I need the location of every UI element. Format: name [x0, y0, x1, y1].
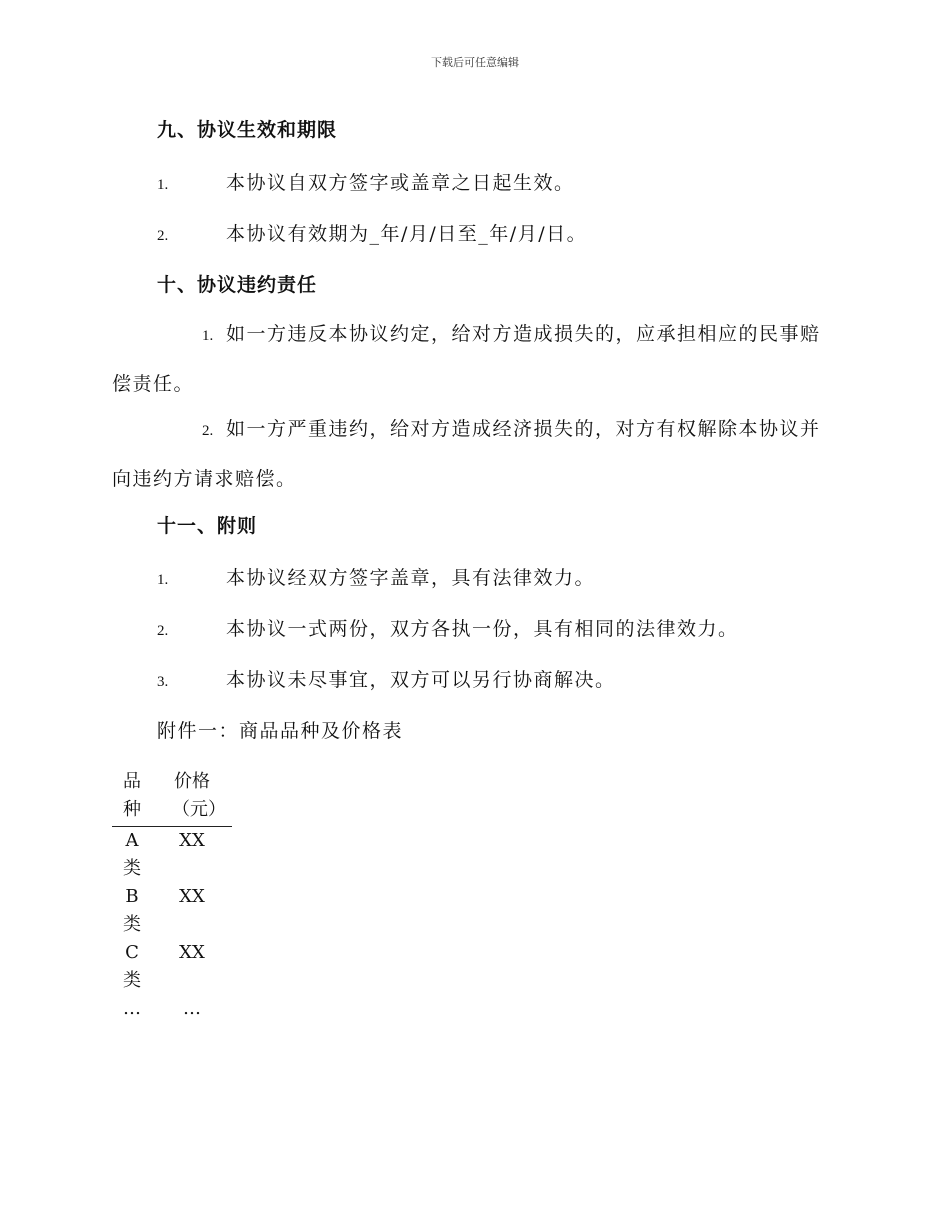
clause-10-1 — [112, 310, 837, 408]
table-cell: XX — [179, 886, 205, 907]
section-title-9: 九、协议生效和期限 — [157, 119, 338, 141]
clause-text: 本协议有效期为_年/月/日至_年/月/日。 — [226, 223, 588, 245]
table-cell: A类 — [123, 830, 141, 879]
table-row — [112, 827, 232, 884]
table-cell: XX — [179, 942, 205, 963]
clause-text: 如一方严重违约，给对方造成经济损失的，对方有权解除本协议并向违约方请求赔偿。 — [112, 418, 821, 490]
section-title-10: 十、协议违约责任 — [157, 274, 318, 296]
clause-number: 1. — [202, 328, 214, 344]
clause-11-1 — [157, 563, 837, 590]
clause-number: 3. — [157, 674, 169, 690]
table-cell: … — [123, 998, 141, 1019]
section-title-11: 十一、附则 — [157, 515, 258, 537]
table-cell: C类 — [123, 942, 141, 991]
clause-number: 2. — [157, 623, 169, 639]
column-header-price: 价格（元） — [152, 768, 232, 827]
clause-9-2 — [157, 219, 837, 246]
table-cell: XX — [179, 830, 205, 851]
table-cell: … — [183, 998, 201, 1019]
table-cell: B类 — [123, 886, 141, 935]
clause-text: 本协议经双方签字盖章，具有法律效力。 — [226, 567, 596, 589]
clause-9-1 — [157, 168, 837, 195]
table-header-row — [112, 768, 232, 827]
table-row — [112, 939, 232, 995]
clause-text: 本协议一式两份，双方各执一份，具有相同的法律效力。 — [226, 618, 739, 640]
clause-text: 本协议未尽事宜，双方可以另行协商解决。 — [226, 669, 616, 691]
clause-number: 2. — [157, 228, 169, 244]
clause-11-2 — [157, 614, 837, 641]
price-table — [112, 768, 232, 1023]
table-row — [112, 995, 232, 1023]
clause-number: 1. — [157, 572, 169, 588]
clause-10-2 — [112, 405, 837, 503]
annex-title: 附件一：商品品种及价格表 — [157, 720, 404, 742]
column-header-variety: 品种 — [112, 768, 152, 827]
clause-text: 如一方违反本协议约定，给对方造成损失的，应承担相应的民事赔偿责任。 — [112, 323, 821, 395]
clause-number: 2. — [202, 423, 214, 439]
clause-text: 本协议自双方签字或盖章之日起生效。 — [226, 172, 575, 194]
page-header: 下载后可任意编辑 — [431, 56, 519, 69]
clause-number: 1. — [157, 177, 169, 193]
clause-11-3 — [157, 665, 837, 692]
table-row — [112, 883, 232, 939]
